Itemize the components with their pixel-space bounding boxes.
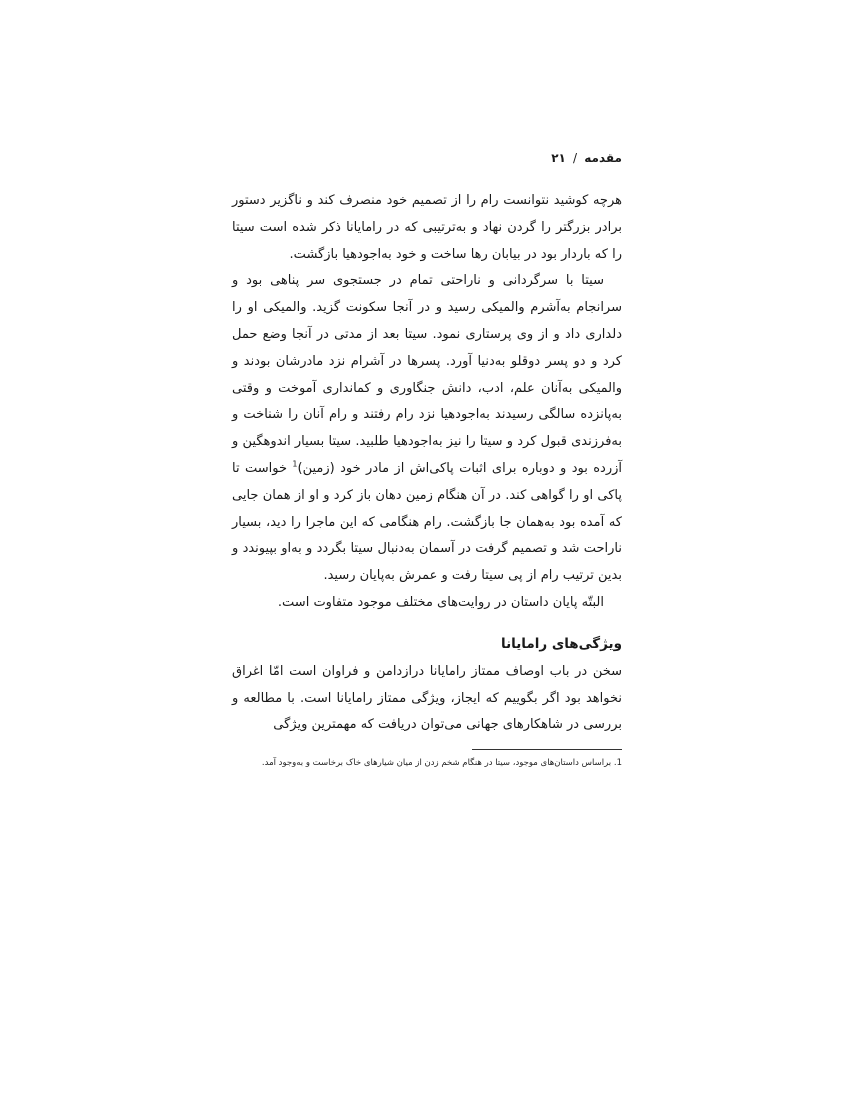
main-text xyxy=(232,188,622,617)
paragraph-1: هرچه کوشید نتوانست رام را از تصمیم خود منصرف کند و ناگزیر دستور برادر بزرگتر را گردن نهاد و به‌ترتیبی که در رامایانا ذکر شده است سیتا را که باردار بود در بیابان رها ساخت و خود به‌اجودهیا بازگشت. xyxy=(232,193,622,262)
footnote-divider xyxy=(472,749,622,750)
paragraph-2-part-1: سیتا با سرگردانی و ناراحتی تمام در جستجوی سر پناهی بود و سرانجام به‌آشرم والمیکی رسید و در آنجا سکونت گزید. والمیکی او را دلداری داد و از وی پرستاری نمود. سیتا بعد از مدتی در آنجا وضع حمل کرد و دو پسر دوقلو به‌دنیا آورد. پسرها در آشرام نزد مادرشان بودند و والمیکی به‌آنان علم، ادب، دانش جنگاوری و کمانداری آموخت و وقتی به‌پانزده سالگی رسیدند به‌اجودهیا نزد رام رفتند و رام آنان را شناخت و به‌فرزندی قبول کرد و سیتا را نیز به‌اجودهیا طلبید. سیتا بسیار اندوهگین و آزرده بود و دوباره برای اثبات پاکی‌اش از مادر خود (زمین) xyxy=(232,273,622,476)
footnote-reference: 1 xyxy=(292,459,298,469)
footnote xyxy=(232,756,622,770)
section-paragraph: سخن در باب اوصاف ممتاز رامایانا درازدامن و فراوان است امّا اغراق نخواهد بود اگر بگوییم که ایجاز، ویژگی ممتاز رامایانا است. با مطالعه و بررسی در شاهکارهای جهانی می‌توان دریافت که مهمترین ویژگی xyxy=(232,663,622,733)
paragraph-2 xyxy=(232,268,622,590)
footnote-number: 1. xyxy=(613,758,622,769)
book-page xyxy=(232,150,622,770)
section-text xyxy=(232,659,622,739)
page-number: ۲۱ xyxy=(551,151,566,165)
footnote-text: براساس داستان‌های موجود، سیتا در هنگام شخم زدن از میان شیارهای خاک برخاست و به‌وجود آمد. xyxy=(261,758,612,769)
paragraph-3: البتّه پایان داستان در روایت‌های مختلف موجود متفاوت است. xyxy=(277,594,604,610)
paragraph-2-part-2: خواست تا پاکی او را گواهی کند. در آن هنگام زمین دهان باز کرد و او از همان جایی که آمده بود به‌همان جا بازگشت. رام هنگامی که این ماجرا را دید، بسیار ناراحت شد و تصمیم گرفت در آسمان به‌دنبال سیتا بگردد و به‌او بپیوندد و بدین ترتیب رام از پی سیتا رفت و عمرش به‌پایان رسید. xyxy=(232,460,622,584)
chapter-title: مقدمه xyxy=(584,151,622,165)
header-separator: / xyxy=(573,151,578,165)
section-heading: ویژگی‌های رامایانا xyxy=(501,635,622,652)
running-header xyxy=(232,150,622,166)
